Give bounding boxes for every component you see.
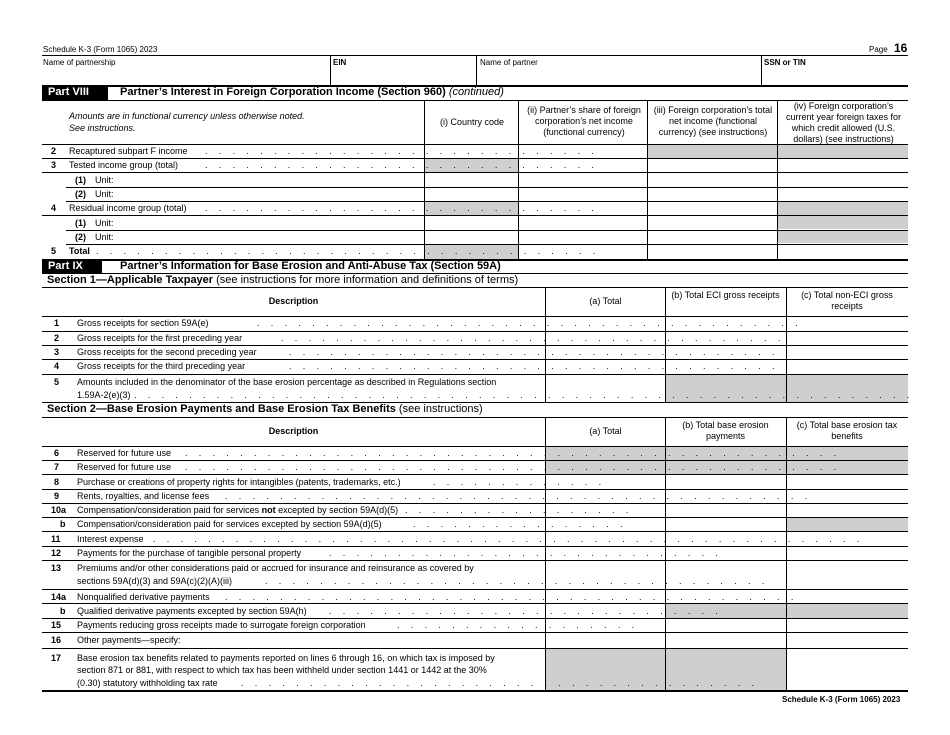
row-number: 4 [51, 203, 57, 213]
row-label: Premiums and/or other considerations paid or accrued for insurance and reinsurance as covered by [77, 563, 474, 573]
leader-dots: . . . . . . . . . . . . . . . . . . . . . . . . . . . . . [205, 160, 599, 170]
row-label: Tested income group (total) [69, 160, 179, 170]
ssn-tin-field[interactable] [764, 67, 906, 85]
leader-dots: . . . . . . . . . . . . . . . . [413, 519, 627, 529]
row-label: Unit: [95, 189, 114, 199]
leader-dots: . . . . . . . . . . . . . . . . . . . . . . . . . . . . . [329, 548, 723, 558]
row-label: Recaptured subpart F income [69, 146, 188, 156]
row-label: Qualified derivative payments excepted by section 59A(h) [77, 606, 307, 616]
section-1-col-b-header: (b) Total ECI gross receipts [671, 290, 780, 300]
row-number: 11 [51, 534, 61, 544]
leader-dots: . . . . . . . . . . . . . . . . . . . . . . . . . . . . . [205, 203, 599, 213]
section-1-col-c-header: (c) Total non-ECI gross receipts [801, 290, 893, 311]
section-2-col-a-header: (a) Total [589, 426, 622, 436]
part-ix-title: Partner’s Information for Base Erosion and Anti-Abuse Tax (Section 59A) [120, 260, 501, 272]
leader-dots: . . . . . . . . . . . . . . . . . . . . . . . . . . . . . . . . . . . . . [281, 333, 785, 343]
row-number: 5 [54, 377, 60, 387]
form-id-header: Schedule K-3 (Form 1065) 2023 [43, 45, 158, 54]
part-ix-badge: Part IX [42, 260, 102, 273]
row-number: 13 [51, 563, 62, 573]
leader-dots: . . . . . . . . . . . . . . . . . [405, 505, 633, 515]
form-id-footer: Schedule K-3 (Form 1065) 2023 [782, 695, 901, 704]
ein-field[interactable] [333, 67, 473, 85]
name-of-partner-field[interactable] [480, 67, 758, 85]
row-number: (1) [75, 218, 86, 228]
row-label-continued: section 871 or 881, with respect to which tax has been withheld under section 1441 or 1442 at the 30% [77, 665, 487, 675]
row-label: Rents, royalties, and license fees [77, 491, 210, 501]
row-number: 15 [51, 620, 62, 630]
ein-label: EIN [333, 58, 347, 67]
row-number: 3 [54, 347, 60, 357]
row-number: 16 [51, 635, 62, 645]
part-viii-note-2: See instructions. [69, 123, 136, 133]
row-label: Gross receipts for the third preceding year [77, 361, 246, 371]
section-1-col-a-header: (a) Total [589, 296, 622, 306]
row-label: Amounts included in the denominator of the base erosion percentage as described in Regulations section [77, 377, 497, 387]
row-label-continued: sections 59A(d)(3) and 59A(c)(2)(A)(iii) [77, 576, 233, 586]
row-label: Unit: [95, 232, 114, 242]
section-2-description-header: Description [268, 426, 319, 436]
leader-dots: . . . . . . . . . . . . . . . . . . . . . . . . . . . . . . . . . . . . . [265, 576, 769, 586]
leader-dots: . . . . . . . . . . . . . . . . . . . . . . . . . . . . . . . . . . . . [289, 361, 779, 371]
row-number: 9 [54, 491, 60, 501]
row-label-continued: (0.30) statutory withholding tax rate [77, 678, 218, 688]
row-number: 8 [54, 477, 60, 487]
page-label: Page [869, 45, 888, 54]
col-ii-header: (ii) Partner’s share of foreign corporation’s net income (functional currency) [527, 105, 641, 137]
row-label: Payments for the purchase of tangible personal property [77, 548, 302, 558]
page-number: 16 [894, 41, 908, 55]
row-number: 2 [51, 146, 57, 156]
row-number: 14a [51, 592, 67, 602]
row-label: Reserved for future use [77, 448, 172, 458]
leader-dots: . . . . . . . . . . . . . . . . . . . . . . . . . . . . . . . . . . . . . . . . . . [225, 592, 798, 602]
leader-dots: . . . . . . . . . . . . . . . . . . . . . . . . . . . . . . . . . . . . . . . . . . . . . . . . . . . . . . . . . [134, 390, 914, 400]
row-label: Gross receipts for the second preceding year [77, 347, 257, 357]
part-viii-badge: Part VIII [42, 86, 108, 100]
name-of-partnership-label: Name of partnership [43, 58, 116, 67]
section-1-description-header: Description [268, 296, 319, 306]
leader-dots: . . . . . . . . . . . . . . . . . . . . . . . . . . . . . [205, 146, 599, 156]
row-label: Gross receipts for the first preceding year [77, 333, 243, 343]
row-label: Compensation/consideration paid for services excepted by section 59A(d)(5) [77, 519, 382, 529]
row-number: (1) [75, 175, 86, 185]
section-2-title: Section 2—Base Erosion Payments and Base Erosion Tax Benefits (see instructions) [47, 403, 483, 415]
row-number: 17 [51, 653, 62, 663]
row-number: b [60, 519, 66, 529]
row-label: Payments reducing gross receipts made to surrogate foreign corporation [77, 620, 366, 630]
row-label: Nonqualified derivative payments [77, 592, 210, 602]
leader-dots: . . . . . . . . . . . . . . . . . . . . . . . . . . . . . . . . . . . . [289, 347, 779, 357]
row-number: b [60, 606, 66, 616]
part-viii-note-1: Amounts are in functional currency unless otherwise noted. [69, 111, 305, 121]
row-label: Gross receipts for section 59A(e) [77, 318, 209, 328]
row-number: 2 [54, 333, 60, 343]
row-label: Total [69, 246, 90, 256]
leader-dots: . . . . . . . . . . . . . . . . . . . . . . . . . . . . . . . . . . . . . [96, 246, 600, 256]
leader-dots: . . . . . . . . . . . . . . . . . . [397, 620, 639, 630]
section-1-title: Section 1—Applicable Taxpayer (see instructions for more information and definitions of terms) [47, 274, 519, 286]
row-label: Other payments—specify: [77, 635, 181, 645]
row-number: 4 [54, 361, 60, 371]
row-label: Base erosion tax benefits related to payments reported on lines 6 through 16, on which tax is imposed by [77, 653, 495, 663]
name-of-partnership-field[interactable] [43, 67, 328, 85]
leader-dots: . . . . . . . . . . . . . . . . . . . . . . . . . . . . . . . . . . . . . . . . . . . . . . . . [185, 462, 841, 472]
row-number: 6 [54, 448, 60, 458]
row-label: Purchase or creations of property rights for intangibles (patents, trademarks, etc.) [77, 477, 401, 487]
section-2-col-b-header: (b) Total base erosion payments [682, 420, 769, 441]
col-i-header: (i) Country code [439, 117, 505, 127]
leader-dots: . . . . . . . . . . . . . [433, 477, 606, 487]
row-number: (2) [75, 189, 86, 199]
section-2-col-c-header: (c) Total base erosion tax benefits [796, 420, 898, 441]
row-number: (2) [75, 232, 86, 242]
leader-dots: . . . . . . . . . . . . . . . . . . . . . . . . . . . . . [329, 606, 723, 616]
col-iii-header: (iii) Foreign corporation’s total net income (functional currency) (see instructions) [653, 105, 773, 137]
leader-dots: . . . . . . . . . . . . . . . . . . . . . . . . . . . . . . . . . . . . . . [241, 678, 759, 688]
row-number: 10a [51, 505, 67, 515]
row-label: Unit: [95, 175, 114, 185]
row-label: Reserved for future use [77, 462, 172, 472]
leader-dots: . . . . . . . . . . . . . . . . . . . . . . . . . . . . . . . . . . . . . . . . . . . . . . . . [185, 448, 841, 458]
part-viii-title: Partner’s Interest in Foreign Corporation Income (Section 960) (continued) [120, 86, 504, 98]
name-of-partner-label: Name of partner [480, 58, 538, 67]
row-label-continued: 1.59A-2(e)(3) [77, 390, 131, 400]
row-label: Interest expense [77, 534, 144, 544]
row-label: Compensation/consideration paid for services not excepted by section 59A(d)(5) [77, 505, 399, 515]
row-number: 3 [51, 160, 57, 170]
row-label: Unit: [95, 218, 114, 228]
leader-dots: . . . . . . . . . . . . . . . . . . . . . . . . . . . . . . . . . . . . . . . . [257, 318, 803, 328]
ssn-tin-label: SSN or TIN [764, 58, 806, 67]
leader-dots: . . . . . . . . . . . . . . . . . . . . . . . . . . . . . . . . . . . . . . . . . . . [225, 491, 812, 501]
row-number: 1 [54, 318, 60, 328]
leader-dots: . . . . . . . . . . . . . . . . . . . . . . . . . . . . . . . . . . . . . . . . . . . . . . . . . . . . [153, 534, 864, 544]
row-label: Residual income group (total) [69, 203, 187, 213]
row-number: 7 [54, 462, 60, 472]
row-number: 12 [51, 548, 62, 558]
row-number: 5 [51, 246, 57, 256]
col-iv-header: (iv) Foreign corporation’s current year foreign taxes for which credit allowed (U.S. dollars) (see instructions) [785, 101, 902, 144]
